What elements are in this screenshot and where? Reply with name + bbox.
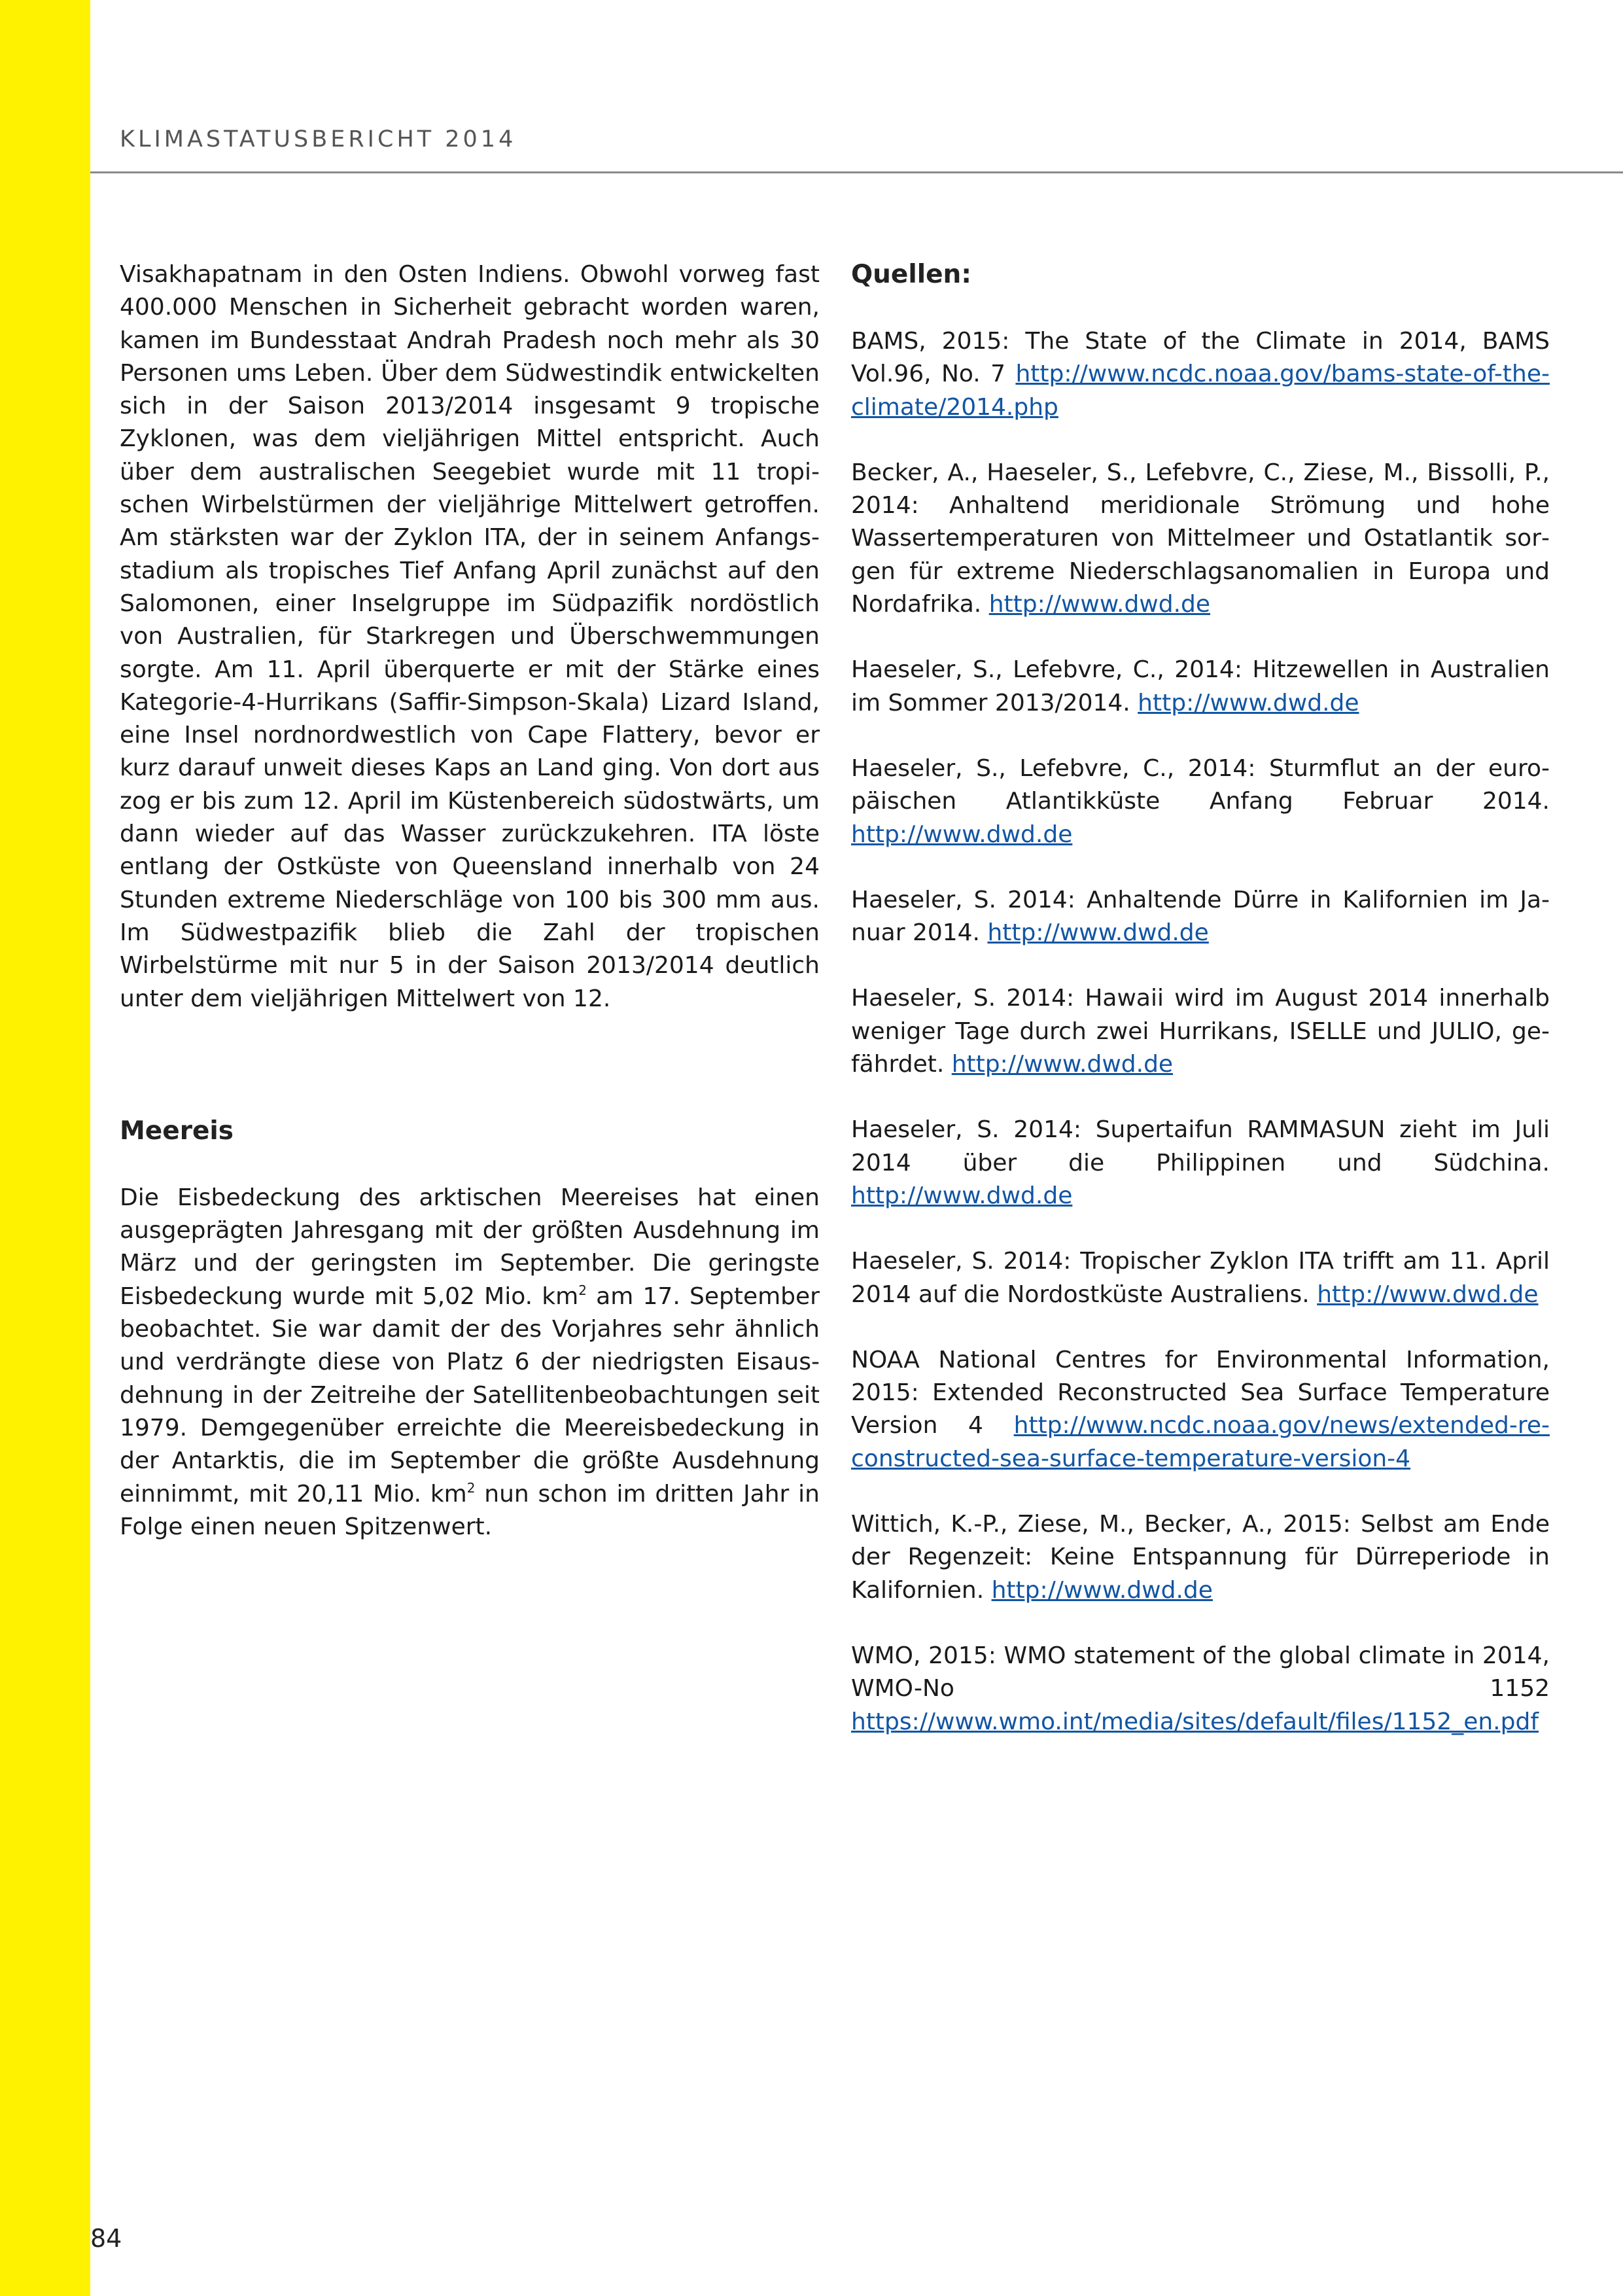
reference-text: Haeseler, S. 2014: Anhaltende Dürre in Kalifornien im Januar 2014. <box>851 886 1550 947</box>
meereis-paragraph <box>120 1182 820 1544</box>
reference-entry <box>851 1508 1550 1607</box>
reference-link[interactable]: http://www.ncdc.noaa.gov/bams-state-of-the-climate/2014.php <box>851 361 1550 421</box>
reference-entry <box>851 1344 1550 1475</box>
reference-link[interactable]: http://www.dwd.de <box>851 821 1073 848</box>
intro-paragraph: Visakhapatnam in den Osten Indiens. Obwohl vorweg fast 400.000 Menschen in Sicherheit gebracht worden waren, kamen im Bundesstaat Andrah Pradesh noch mehr als 30 Personen ums Leben. Über dem Südwestindik entwickelten sich in der Saison 2013/2014 insgesamt 9 tropische Zyklonen, was dem vieljährigen Mittel entspricht. Auch über dem australischen Seegebiet wurde mit 11 tropischen Wirbelstürmen der vieljährige Mittelwert getroffen. Am stärksten war der Zyklon ITA, der in seinem Anfangsstadium als tropisches Tief Anfang April zunächst auf den Salomonen, einer Inselgruppe im Südpazifik nordöstlich von Australien, für Starkregen und Überschwemmungen sorgte. Am 11. April überquerte er mit der Stärke eines Kategorie-4-Hurrikans (Saffir-Simpson-Skala) Lizard Island, eine Insel nordnordwestlich von Cape Flattery, bevor er kurz darauf unweit dieses Kaps an Land ging. Von dort aus zog er bis zum 12. April im Küstenbereich südostwärts, um dann wieder auf das Wasser zurückzukehren. ITA löste entlang der Ostküste von Queensland innerhalb von 24 Stunden extreme Niederschläge von 100 bis 300 mm aus. Im Südwestpazifik blieb die Zahl der tropischen Wirbelstürme mit nur 5 in der Saison 2013/2014 deutlich unter dem vieljährigen Mittelwert von 12. <box>120 261 820 1012</box>
left-column <box>120 258 820 1544</box>
reference-text: WMO, 2015: WMO statement of the global climate in 2014, WMO-No 1152 <box>851 1642 1550 1703</box>
reference-entry <box>851 752 1550 851</box>
reference-link[interactable]: http://www.ncdc.noaa.gov/news/extended-reconstructed-sea-surface-temperature-version-4 <box>851 1412 1550 1472</box>
reference-link[interactable]: http://www.dwd.de <box>951 1051 1174 1078</box>
reference-text: NOAA National Centres for Environmental Information, 2015: Extended Reconstructed Sea Surface Temperature Version 4 <box>851 1346 1550 1439</box>
reference-link[interactable]: http://www.dwd.de <box>1138 689 1359 716</box>
right-column <box>851 258 1550 1739</box>
reference-link[interactable]: http://www.dwd.de <box>851 1182 1073 1209</box>
reference-entry <box>851 1640 1550 1739</box>
header-divider <box>90 171 1623 173</box>
reference-entry <box>851 654 1550 720</box>
reference-link[interactable]: http://www.dwd.de <box>991 1576 1213 1604</box>
reference-entry <box>851 884 1550 950</box>
running-header: KLIMASTATUSBERICHT 2014 <box>120 126 517 152</box>
section-title-meereis: Meereis <box>120 1116 234 1146</box>
superscript-2: 2 <box>466 1479 476 1496</box>
reference-text: Haeseler, S., Lefebvre, C., 2014: Sturmflut an der europäischen Atlantikküste Anfang Februar 2014. <box>851 754 1550 815</box>
superscript-2: 2 <box>578 1282 587 1298</box>
meereis-text-2: am 17. September beobachtet. Sie war damit der des Vorjahres sehr ähnlich und verdrängte diese von Platz 6 der niedrigsten Eisausdehnung in der Zeitreihe der Satellitenbeobachtungen seit 1979. Demgegenüber erreichte die Meereisbedeckung in der Antarktis, die im September die größte Ausdehnung einnimmt, mit 20,11 Mio. km <box>120 1282 820 1508</box>
reference-text: Wittich, K.-P., Ziese, M., Becker, A., 2015: Selbst am Ende der Regenzeit: Keine Entspannung für Dürreperiode in Kalifornien. <box>851 1511 1550 1604</box>
reference-link[interactable]: http://www.dwd.de <box>987 919 1209 947</box>
page-number: 84 <box>90 2224 122 2253</box>
yellow-margin-bar <box>0 0 90 2296</box>
reference-entry <box>851 457 1550 621</box>
reference-text: Becker, A., Haeseler, S., Lefebvre, C., Ziese, M., Bissolli, P., 2014: Anhaltend meridionale Strömung und hohe Wassertemperaturen von Mittelmeer und Ostatlantik sorgen für extreme Niederschlagsanomalien in Europa und Nordafrika. <box>851 459 1550 618</box>
reference-entry <box>851 1114 1550 1212</box>
reference-entry <box>851 1245 1550 1311</box>
reference-link[interactable]: http://www.dwd.de <box>1317 1280 1539 1308</box>
references-title: Quellen: <box>851 260 971 289</box>
reference-link[interactable]: http://www.dwd.de <box>988 591 1211 618</box>
reference-entry <box>851 325 1550 424</box>
meereis-text-3: nun schon im dritten Jahr in Folge einen neuen Spitzenwert. <box>120 1480 820 1540</box>
reference-text: Haeseler, S., Lefebvre, C., 2014: Hitzewellen in Australien im Sommer 2013/2014. <box>851 656 1550 716</box>
reference-text: BAMS, 2015: The State of the Climate in 2014, BAMS Vol.96, No. 7 <box>851 328 1550 388</box>
reference-entry <box>851 982 1550 1081</box>
reference-text: Haeseler, S. 2014: Supertaifun RAMMASUN zieht im Juli 2014 über die Philippinen und Südchina. <box>851 1116 1550 1176</box>
reference-text: Haeseler, S. 2014: Tropischer Zyklon ITA trifft am 11. April 2014 auf die Nordostküste Australiens. <box>851 1248 1550 1308</box>
reference-link[interactable]: https://www.wmo.int/media/sites/default/files/1152_en.pdf <box>851 1708 1539 1735</box>
meereis-text-1: Die Eisbedeckung des arktischen Meereises hat einen ausgeprägten Jahresgang mit der größten Ausdehnung im März und der geringsten im September. Die geringste Eisbedeckung wurde mit 5,02 Mio. km <box>120 1184 820 1310</box>
reference-text: Haeseler, S. 2014: Hawaii wird im August 2014 innerhalb weniger Tage durch zwei Hurrikans, ISELLE und JULIO, gefährdet. <box>851 985 1550 1078</box>
